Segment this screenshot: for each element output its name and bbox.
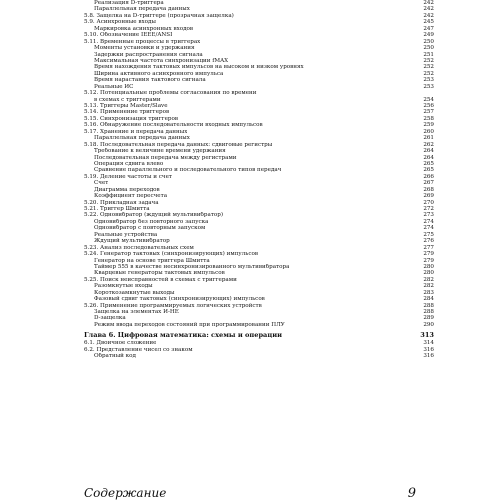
- toc-entry-page: 282: [423, 283, 434, 290]
- toc-entry-title: Коэффициент пересчета: [94, 193, 168, 200]
- toc-entry-page: 257: [423, 109, 434, 116]
- toc-entry-page: 282: [423, 276, 434, 283]
- toc-entry-page: 250: [423, 45, 434, 52]
- toc-entry-title: 5.18. Последовательная передача данных: сдвиговые регистры: [84, 141, 273, 148]
- toc-entry-page: 259: [423, 122, 434, 129]
- toc-entry-page: 316: [423, 353, 434, 360]
- toc-entry-title: Одновибратор с повторным запуском: [94, 225, 206, 232]
- toc-entry-page: 265: [423, 167, 434, 174]
- toc-entry-page: 272: [423, 206, 434, 212]
- toc-entry-title: 5.13. Триггеры Master/Slave: [84, 103, 168, 109]
- toc-entry-page: 274: [423, 218, 434, 225]
- toc-entry-title: 5.10. Обозначение IEEE/ANSI: [84, 32, 173, 39]
- chapter-title: Глава 6. Цифровая математика: схемы и операции: [84, 331, 282, 340]
- page-number: 9: [407, 486, 416, 501]
- toc-entry-page: 253: [423, 77, 434, 84]
- toc-entry-title: Параллельная передача данных: [94, 6, 190, 13]
- toc-entry-page: 290: [423, 321, 434, 328]
- toc-section-6: [84, 340, 434, 359]
- toc-entry-page: 256: [423, 103, 434, 109]
- toc-entry-title: 5.26. Применение программируемых логических устройств: [84, 302, 262, 309]
- toc-entry-title: 5.8. Защелка на D-триггере (прозрачная защелка): [84, 12, 234, 19]
- toc-entry-page: 273: [423, 212, 434, 219]
- toc-entry-title: Диаграмма переходов: [94, 186, 160, 193]
- toc-entry-page: 252: [423, 70, 434, 77]
- toc-entry-title: 5.17. Хранение и передача данных: [84, 128, 188, 135]
- toc-entry-title: Обратный код: [94, 353, 136, 360]
- toc-entry-page: 242: [423, 0, 434, 6]
- toc-entry-page: 261: [423, 135, 434, 142]
- toc-entry-title: 5.16. Обнаружение последовательности входных импульсов: [84, 122, 263, 129]
- toc-entry-page: 264: [423, 148, 434, 155]
- toc-entry-title: Короткозамкнутые выходы: [94, 289, 175, 296]
- toc-entry: [84, 322, 434, 328]
- toc-entry-page: 252: [423, 57, 434, 64]
- toc-entry-title: Счет: [94, 180, 109, 187]
- toc-entry-title: 6.1. Двоичное сложение: [84, 340, 157, 347]
- toc-entry-title: 6.2. Представление чисел со знаком: [84, 346, 193, 353]
- running-title: Содержание: [84, 486, 167, 500]
- toc-entry-title: Операция сдвига влево: [94, 160, 164, 167]
- toc-entry-page: 264: [423, 154, 434, 161]
- toc-entry-title: 5.15. Синхронизация триггеров: [84, 115, 178, 122]
- toc-entry-page: 266: [423, 173, 434, 180]
- toc-entry-page: 289: [423, 315, 434, 322]
- toc-entry-title: 5.25. Поиск неисправностей в схемах с триггерами: [84, 276, 237, 283]
- toc-entry-page: 279: [423, 251, 434, 258]
- table-of-contents: [84, 0, 434, 360]
- toc-entry-title: Параллельная передача данных: [94, 135, 190, 142]
- toc-entry-title: 5.21. Триггер Шмитта: [84, 206, 150, 212]
- toc-entry-page: 283: [423, 289, 434, 296]
- toc-entry-page: 249: [423, 32, 434, 39]
- toc-entry-title: 5.11. Временные процессы в триггерах: [84, 38, 201, 45]
- toc-entry-page: 242: [423, 12, 434, 19]
- toc-entry-page: 284: [423, 296, 434, 303]
- toc-entry-page: 268: [423, 186, 434, 193]
- toc-entry-page: 270: [423, 199, 434, 206]
- chapter-page: 313: [420, 331, 434, 340]
- toc-entry-page: 267: [423, 180, 434, 187]
- toc-section-5: [84, 0, 434, 328]
- toc-entry-page: 279: [423, 257, 434, 264]
- toc-entry-title: в схемах с триггерами: [94, 96, 161, 103]
- toc-entry-title: Разомкнутые входы: [94, 283, 153, 290]
- toc-entry-title: 5.24. Генератор тактовых (синхронизирующих) импульсов: [84, 251, 258, 258]
- toc-entry-page: 265: [423, 160, 434, 167]
- toc-entry-title: Ждущий мультивибратор: [94, 238, 170, 245]
- toc-entry-page: 260: [423, 128, 434, 135]
- toc-entry-title: Реализация D-триггера: [94, 0, 164, 6]
- toc-entry-title: Максимальная частота синхронизации fMAX: [94, 57, 229, 64]
- toc-entry-page: 314: [423, 340, 434, 347]
- toc-entry: [84, 353, 434, 359]
- toc-entry-page: 251: [423, 51, 434, 58]
- toc-entry-title: Ширина активного асинхронного импульса: [94, 70, 224, 77]
- toc-entry-title: Требование к величине времени удержания: [94, 148, 226, 155]
- toc-entry-title: 5.19. Деление частоты и счет: [84, 173, 172, 180]
- toc-entry-page: 247: [423, 25, 434, 32]
- toc-entry-title: Кварцевые генераторы тактовых импульсов: [94, 270, 225, 277]
- toc-entry-page: 269: [423, 193, 434, 200]
- toc-entry-title: Генератор на основе триггера Шмитта: [94, 257, 210, 264]
- toc-entry-page: 275: [423, 231, 434, 238]
- toc-entry-title: 5.23. Анализ последовательных схем: [84, 244, 194, 251]
- toc-entry-title: Задержки распространения сигнала: [94, 51, 203, 58]
- toc-entry-title: Маркировка асинхронных входов: [94, 25, 194, 32]
- toc-entry-title: Защелка на элементах И-НЕ: [94, 309, 179, 315]
- toc-entry-page: 276: [423, 238, 434, 245]
- toc-entry-title: D-защелка: [94, 315, 126, 322]
- toc-entry-page: 262: [423, 141, 434, 148]
- toc-entry-title: 5.22. Одновибратор (ждущий мультивибратор): [84, 212, 224, 219]
- toc-entry-title: Одновибратор без повторного запуска: [94, 218, 209, 225]
- toc-entry-page: 280: [423, 263, 434, 270]
- toc-entry-page: 242: [423, 6, 434, 13]
- toc-entry-page: 274: [423, 225, 434, 232]
- toc-entry-title: Время нарастания тактового сигнала: [94, 77, 206, 84]
- toc-entry-page: 250: [423, 38, 434, 45]
- toc-entry-title: 5.9. Асинхронные входы: [84, 19, 156, 26]
- toc-entry-page: 316: [423, 346, 434, 353]
- toc-entry-page: 277: [423, 244, 434, 251]
- toc-entry-title: Режим ввода переходов состояний при программировании ПЛУ: [94, 321, 285, 328]
- page-footer: [84, 486, 434, 500]
- toc-entry-page: 252: [423, 64, 434, 71]
- toc-entry-title: Таймер 555 в качестве несинхронизированного мультивибратора: [94, 263, 290, 270]
- toc-entry-title: Последовательная передача между регистрами: [94, 154, 237, 161]
- chapter-heading: [84, 331, 434, 339]
- toc-entry-title: 5.14. Применение триггеров: [84, 109, 170, 116]
- toc-entry-title: Реальные ИС: [94, 83, 134, 90]
- toc-entry-title: Фазовый сдвиг тактовых (синхронизирующих) импульсов: [94, 296, 265, 303]
- toc-entry-page: 280: [423, 270, 434, 277]
- toc-entry-title: Время нахождения тактовых импульсов на высоком и низком уровнях: [94, 64, 304, 71]
- toc-entry-title: 5.12. Потенциальные проблемы согласования по времени: [84, 90, 257, 97]
- toc-entry-title: 5.20. Прикладная задача: [84, 199, 159, 206]
- toc-entry-title: Моменты установки и удержания: [94, 45, 195, 52]
- toc-entry-page: 253: [423, 83, 434, 90]
- toc-entry-page: 245: [423, 19, 434, 26]
- toc-entry-page: 258: [423, 115, 434, 122]
- toc-entry-page: 254: [423, 96, 434, 103]
- toc-entry-page: 288: [423, 309, 434, 315]
- toc-entry-page: 288: [423, 302, 434, 309]
- toc-entry-title: Реальные устройства: [94, 231, 158, 238]
- toc-entry-title: Сравнение параллельного и последовательного типов передач: [94, 167, 282, 174]
